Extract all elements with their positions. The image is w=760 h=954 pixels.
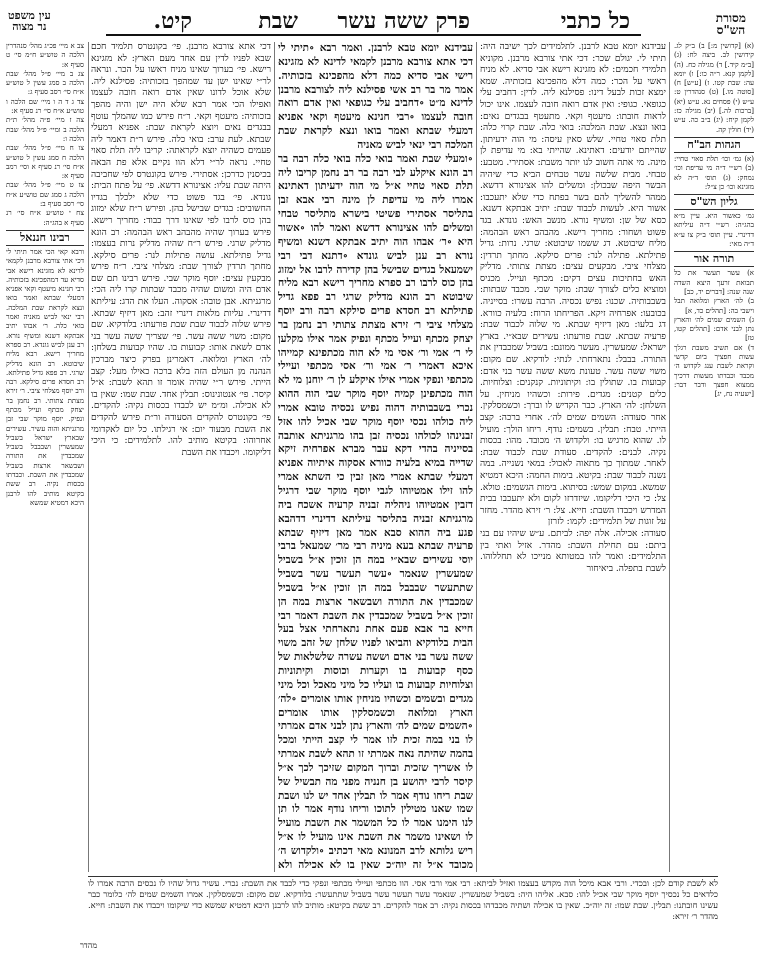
torah-or-verse: ב) לה׳ הארץ ומלואה תבל וישבי בה: [תהלים כד, א]: [674, 297, 754, 315]
ein-mishpat-label: עין משפט נר מצוה: [8, 9, 51, 33]
gemara-text: עבידנא יומא טבא לרבנן. ואמר רבא ∘תיתי לי דכי אתא צורבא מרבנן לקמאי לדינא לא מזגינא רישי אבי סדיא כמה דלא מהפכינא בזכותיה. אמר מר בר רב אשי פסילנא ליה לצורבא מרבנן לדינא מ״ט ∘דחביב עלי כגופאי ואין אדם רואה חובה לעצמו ∘רבי חנינא מיעטף וקאי אפניא דמעלי שבתא ואמר בואו ונצא לקראת שבת המלכה רבי ינאי לביש מאניה: [278, 42, 473, 151]
ein-mishpat-entry: צה ז מיי׳ פ״ה מהל׳ ת״ת הלכה ב ומיי׳ פ״ל מהל׳ שבת הלכה ו:: [6, 116, 84, 143]
footer-text: לא לשבת קודם לכן: ובכדי. ורבי אבא מיכל הוה מקדש בעצמו ואזיל לביתא: רבי אמי ורבי אסי. הוו מכתפי ועיילי מכתפי ונפקי כדי לכבד את השבת: נכרי. עשיר גדול שהיו לו נכסים הרבה אמרו לו כלדאים כל נכסיך יוסף מוקר שבי אכיל להו: סבא. אליהו היה: בשביל שמעשרין. שנאמר עשר תעשר עשר בשביל שתתעשר: בלודקיא. שם מקום: וכשמסלקין. אמרו השמים שמים לה׳ כלומר כבר עשינו חובתנו: תבלין. שבת שמו: זה יוה״כ. שאין בו אכילה ושתיה מכבדהו בכסות נקיה: רב אמר להקדים. רב ששת בקיטא: מותיב להו לרבנן היכא דמטיא שמשא כדי שיקומו ויכבדו את השבת: חייא. מהדר ר׳ זירא:: [88, 878, 718, 921]
column-divider: [476, 42, 477, 872]
gemara-column: [278, 42, 473, 874]
tosafot-column: [91, 42, 271, 872]
tosafot-text: דכי אתא צורבא מרבנן. פי׳ בקונטרס תלמיד חכם שבא לפניו לדין עם אחד מעם הארץ: לא מזגינא רישא. פי׳ בערוך שאינו מניח ראשו על הכר. ונראה לר״י שאינו ישן עד שמהפך בזכותיה: פסילנא ליה. שלא אוכל לדונו שאין אדם רואה חובה לעצמו ואפילו הכי אמר רבא שלא היה ישן והיה מהפך בזכותיה: מיעטף וקאי. ר״ח פירש כמו שהמלך עוטף בבגדים נאים ויוצא לקראת שבת: אפניא דמעלי שבתא. לעת ערב: בואי כלה. פירש ר״ת דאמר ליה פעמים כשהיה יוצא לקראתה: קריבו ליה תלת סאוי טחיי. נראה לר״י דלא הוו נקיים אלא פת הבאה בכיסנין כדרכן: אסתירי. פירש בקונטרס לפי שחביבה היתה שבת עליו: אצינורא דדשא. פי׳ על פתח הבית: גונדא. פי׳ בגד פשוט כדי שלא ילכלך בגדיו החשובים: בגדים שבישל בהן. ופירש ר״ח שלא ימזוג בהן כוס לרבו לפי שאינו דרך כבוד: מחריך רישא. פירש בערוך שהיה מהבהב ראש הבהמה: רב הונא מדליק שרגי. פירש ר״ח שהיה מדליק נרות בעצמו: גדיל פתילתא. עושה פתילות לנר: פרים סילקא. מחתך תרדין לצורך שבת: מצלחי ציבי. ר״ח פירש מבקעין עצים: יוסף מוקר שבי. פירש רבינו תם שם אדם היה ומשום שהיה מכבד שבתות קרו ליה הכי: מרגניתא. אבן טובה: אסקוה. העלו את הדג: עיליתא דדינרי. עליות מלאות דינרי זהב: מאן דיזיף שבתא. פירש שלוה לכבוד שבת שבת פורעתו: בלודקיא. שם מקום: משוי ששה עשר. פי׳ שצריך ששה עשר בני אדם לשאת אותו: קבועות בו. שהיו קבועות בשלחן: לה׳ הארץ ומלואה. דאמרינן בפרק כיצד מברכין הנהנה מן העולם הזה בלא ברכה כאילו מעל: קצב הייתי. פירש ר״י שהיה אומר זו תהא לשבת: א״ל קיסר. פי׳ אנטונינוס: תבלין אחד. שבת שמו: שאין בו לא אכילה. ומ״מ יש לכבדו בכסות נקיה: להקדים. פי׳ בקונטרס להקדים הסעודה ור״ת פירש להקדים את השבת מבעוד יום: אי רגילתו. כל יום לאקדומי אחרוהו: בקיטא מותיב להו. לתלמידים: כי היכי דליקומו. ויכבדו את השבת: [91, 42, 271, 458]
header-title: כל כתבי: [560, 8, 630, 34]
torah-or-verse: א) עשר תעשר את כל תבואת זרעך היצא השדה שנה שנה: [דברים יד, כב]: [674, 269, 754, 296]
gilyon-text: גמ׳ כאשור היא. עיין מ״א בהג״ה: רש״י ד״ה עיליתא דדינרי. עיין תוס׳ ב״ק צו ע״א ד״ה מאי:: [674, 212, 754, 249]
catchword: מהדר: [80, 941, 98, 950]
torah-or-title: תורה אור: [674, 251, 754, 267]
rabbeinu-chananel-text: ורבא קאי הכי אמר תיתי לי דכי אתי צורבא מרבנן לקמאי לדינא לא מזגינא רישא אבי סדיא עד דמהפכינא בזכותיה. רבי חנינא מיעטף וקאי אפניא דמעלי שבתא ואמר בואו ונצא לקראת שבת המלכה. רבי ינאי לביש מאניה ואמר בואי כלה. ר׳ אבהו יתיב אבתקא דשנא ומשיף נורא. רב ענן לביש גונדא. רב ספרא מחריך רישא. רבא מליח שיבוטא. רב הונא מדליק שרגי. רב פפא גדיל פתילתא. רב חסדא פרים סילקא. רבה ורב יוסף מצלחי ציבי. ר׳ זירא מצתת צתותי. רב נחמן בר יצחק מכתף ועייל מכתף ונפיק. יוסף מוקר שבי זבן מרגניתא והוה עשיר. עשירים שבארץ ישראל בשביל שמעשרין ושבבבל בשביל שמכבדין את התורה ושבשאר ארצות בשביל שמכבדין את השבת. וכבדתו בכסות נקיה. רב ששת בקיטא מותיב להו לרבנן היכא דמטיא שמשא: [6, 247, 84, 507]
gilyon-title: גליון הש"ס: [674, 194, 754, 210]
hagahot-text: (א) גמ׳ וכו׳ תלת סאוי טחיי: (ב) רש״י ד״ה מי עדיפת וכו׳ נמחק: (ג) תוס׳ ד״ה לא מזגינא וכו׳ כן צ״ל:: [674, 154, 754, 191]
masoret-text: (א) [קדושין מ:] ב) ב״ק לג. קידושין לב. ביצה לח: (ג) [ב״מ קיד.] ד) מגילה כח. (ה) [לקמן קנא. ר״ה כו:] ו) יומא עה: שבת קטו. ז) [ע״ש] ח) [סוטה מו.] (ט) סנהדרין ט: ע״ש (י) פסחים נא. ע״ש (יא) [ברכות לה.] (יב) מגילה כז: לקמן קיח: (יג) ב״ב כה. ע״ש (יד) חולין קה.: [674, 42, 754, 134]
header-folio: קיט.: [153, 8, 192, 34]
footer-rule: [88, 876, 718, 877]
ein-mishpat-entry: צד ג ד ה ו מיי׳ שם הלכה ו טוש״ע א״ח סי׳ רנ סעיף א:: [6, 97, 84, 116]
page-header: [0, 6, 760, 36]
torah-or-verse: ג) השמים שמים לה׳ והארץ נתן לבני אדם: [תהלים קטו, טז]: [674, 315, 754, 343]
header-rule: [106, 34, 641, 36]
rashi-text: עבידנא יומא טבא לרבנן. לתלמידים לכך ישיבה היה: תיתי לי. יגולם שכר: דכי אתי צורבא מרבנן. מקוניא תלמידי חכמים: לא מזגינא רישא אבי סדיא. לא מניח ראשי על הכר: כמה דלא מהפכינא בזכותיה. שמא ימצא זכות לבעל דינו: פסילנא ליה. לדין: דחביב עלי כגופאי. כגופי: ואין אדם רואה חובה לעצמו. אינו יכול לראות חובתו: מיעטף וקאי. מתעטף בבגדים נאים: בואו ונצא. שבת המלכה: בואי כלה. שבת קרוי כלה: תלת סאוי טחיי. שלש סאין עיסה: מי הוה ידעיתון. שהייתם יודעים: דאתינא. שהייתי בא: מי עדיפת לן מינה. מי אתה חשוב לנו יותר משבת: אסתירי. מטבע: טבחי. מבית שלשה עשר טבחים הביא כדי שיהיה הבשר היפה שבכולן: ומשלים להו אצינורא דדשא. ממהר להשליך להם בשר בפתח כדי שלא יתעכבו: אשור היא. לעשות לכבוד שבת: יתיב אבתקא דשנא. כסא של שן: ומשיף נורא. מנשב האש: גונדא. בגד פשוט ושחור: מחריך רישא. מהבהב ראש הבהמה: מליח שיבוטא. דג ששמו שיבוטא: שרגי. נרות: גדיל פתילתא. פתילה לנר: פרים סילקא. מחתך תרדין: מצלחי ציבי. מבקעים עצים: מצתת צתותי. מדליק האש בחתיכות עצים דקים: מכתף ועייל. מכניס ומוציא כלים לצורך שבת: מוקר שבי. מכבד שבתות: בשבבותיה. שכנו: נפיש נכסיה. הרבה עשרו: בסייניה. בכובעו: אפרחיה זיקא. הפריחתו הרוח: בלעיה כוורא. דג בלעו: מאן דיזיף שבתא. מי שלוה לכבוד שבת: פרעיה שבתא. שבת פורעתו: עשירים שבא״י. בארץ ישראל: שמעשרין. מעשר ממונם: בשביל שמכבדין את התורה. בבבל: נתארחתי. לנתי: לודקיא. שם מקום: משוי ששה עשר. טעונת משא ששה עשר בני אדם: קבועות בו. שתולין בו: וקיתוניות. קנקנים: וצלוחיות. כלים קטנים: מגדים. פירות: וכשהיו מניחין. על השלחן: לה׳ הארץ. כבר הקדיש לו וברך: וכשמסלקין. אחר סעודה: השמים שמים לה׳. אחרי ברכה: קצב הייתי. טבח: תבלין. בשמים: נודף. ריחו הולך: מועיל לו. שהוא מרגיש בו: ולקדוש ה׳ מכובד. מהו: בכסות נקיה. לבנים: להקדים. סעודת שבת לכבוד שבת: לאחר. שמתוך כך מתאוה לאכול: במאי נשנייה. במה נשנה לכבוד שבת: בקיטא. בימות החמה: היכא דמטיא שמשא. במקום שמש: בסיתוא. בימות הגשמים: טולא. צל: כי היכי דליקומו. שיזדרזו לקום ולא יתעכבו בבית המדרש ויכבדו השבת: חייא. צל: ר׳ זירא מהדר. מחזר על זוגות של תלמידים: לקמו: לזרזן: [480, 42, 666, 528]
ein-mishpat-entry: צב א מיי׳ פכ״ג מהל׳ סנהדרין הלכה ה טוש״ע ח״מ סי׳ ט סעיף א:: [6, 42, 84, 69]
ein-mishpat-column: [6, 42, 84, 872]
masoret-hashas-column: [674, 42, 754, 872]
header-chapter: פרק ששה עשר: [337, 8, 470, 34]
hagahot-title: הגהות הב"ח: [674, 137, 754, 153]
column-divider: [274, 42, 275, 872]
rabbeinu-chananel-title: רבינו חננאל: [6, 230, 84, 246]
rashi-column: [480, 42, 666, 872]
ein-mishpat-entry: צח י טוש״ע א״ח סי׳ רנ סעיף א בהג״ה:: [6, 209, 84, 227]
ein-mishpat-entry: צג ב מיי׳ פ״ל מהל׳ שבת הלכה ב סמג עשין ל טוש״ע א״ח סי׳ רסב סעיף ג:: [6, 69, 84, 97]
column-divider: [88, 42, 89, 872]
ein-mishpat-entry: צו ח מיי׳ פ״ל מהל׳ שבת הלכה ח סמג עשין ל טוש״ע א״ח סי׳ רנ סעיף א וסי׳ רמב סעיף א:: [6, 144, 84, 181]
masoret-label: מסורת הש"ס: [715, 11, 746, 37]
column-divider: [669, 42, 670, 872]
torah-or-verse: ד) אם תשיב משבת רגלך עשות חפציך ביום קדשי וקראת לשבת ענג לקדוש ה׳ מכבד וכבדתו מעשות דרכיך ממצוא חפצך ודבר דבר: [ישעיה נח, יג]: [674, 343, 754, 399]
rashi-text: סעודה: אכילה. אלה יפה: לביתם. ע״ש שיהיו עם בני ביתם: עם תחילת השבת: מהדר. אזיל ואתי בין התלמידים: ואמר להו במטותא מנייכו לא תחללוהו. לשבת בתפלה. ביאיחור: [480, 528, 666, 574]
ein-mishpat-entry: צז ט מיי׳ פ״ל מהל׳ שבת הלכה ג סמג שם טוש״ע א״ח סי׳ רסב סעיף ב:: [6, 181, 84, 209]
gemara-text: ∘ומעלי שבת ואמר בואי כלה בואי כלה רבה בר רב הונא איקלע לבי רבה בר רב נחמן קריבו ליה תלת סאוי טחיי א״ל מי הוה ידעיתון דאתינא אמרו ליה מי עדיפת לן מינה רבי אבא זבן בתליסר אסתירי פשיטי בישרא מתליסר טבחי ומשלים להו אצינורא דדשא ואמר להו ∘אשור היא ∘ר׳ אבהו הוה יתיב אבתקא דשנא ומשיף נורא רב ענן לביש גונדא ∘דתנא דבי רבי ישמעאל בגדים שבישל בהן קדירה לרבו אל ימזוג בהן כוס לרבו רב ספרא מחריך רישא רבא מליח שיבוטא רב הונא מדליק שרגי רב פפא גדיל פתילתא רב חסדא פרים סילקא רבה ורב יוסף מצלחי ציבי ר׳ זירא מצתת צתותי רב נחמן בר יצחק מכתף ועייל מכתף ונפיק אמר אילו מקלען לי ר׳ אמי ור׳ אסי מי לא הוה מכתפינא קמייהו איכא דאמרי ר׳ אמי ור׳ אסי מכתפי ועיילי מכתפי ונפקי אמרי אילו איקלע לן ר׳ יוחנן מי לא הוה מכתפינן קמיה יוסף מוקר שבי הוה ההוא נכרי בשבבותיה דהוה נפיש נכסיה טובא אמרי ליה כולהו נכסי יוסף מוקר שבי אכיל להו אזל זבנינהו לכולהו נכסיה זבן בהו מרגניתא אותבה בסייניה בהדי דקא עבר מברא אפרחיה זיקא שדייה במיא בלעיה כוורא אסקוה איתיוה אפניא דמעלי שבתא אמרי מאן זבין כי השתא אמרי להו זילו אמטיוהו לגבי יוסף מוקר שבי דרגיל דזבין אמטיוהו ניהליה זבניה קרעיה אשכח ביה מרגניתא זבניה בתליסר עיליתא דדינרי דדהבא פגע ביה ההוא סבא אמר מאן דיזיף שבתא פרעיה שבתא בעא מיניה רבי מר׳ שמעאל ברבי יוסי עשירים שבא״י במה הן זוכין א״ל בשביל שמעשרין שנאמר ∘עשר תעשר עשר בשביל שתתעשר שבבבל במה הן זוכין א״ל בשביל שמכבדין את התורה ושבשאר ארצות במה הן זוכין א״ל בשביל שמכבדין את השבת דאמר רבי חייא בר אבא פעם אחת נתארחתי אצל בעל הבית בלודקיא והביאו לפניו שלחן של זהב משוי ששה עשר בני אדם וששה עשרה שלשלאות של כסף קבועות בו וקערות וכוסות וקיתוניות וצלוחיות קבועות בו ועליו כל מיני מאכל וכל מיני מגדים ובשמים וכשהיו מניחין אותו אומרים ∘לה׳ הארץ ומלואה וכשמסלקין אותו אומרים ∘השמים שמים לה׳ והארץ נתן לבני אדם אמרתי לו בני במה זכית לזו אמר לי קצב הייתי ומכל בהמה שהיתה נאה אמרתי זו תהא לשבת אמרתי לו אשריך שזכית וברוך המקום שזיכך לכך א״ל קיסר לרבי יהושע בן חנניה מפני מה תבשיל של שבת ריחו נודף אמר לו תבלין אחד יש לנו ושבת שמו שאנו מטילין לתוכו וריחו נודף אמר לו תן לנו הימנו אמר לו כל המשמר את השבת מועיל לו ושאינו משמר את השבת אינו מועיל לו א״ל ריש גלותא לרב המנונא מאי דכתיב ∘ולקדוש ה׳ מכובד א״ל זה יוה״כ שאין בו לא אכילה ולא: [278, 152, 473, 871]
header-tractate: שבת: [258, 8, 298, 34]
